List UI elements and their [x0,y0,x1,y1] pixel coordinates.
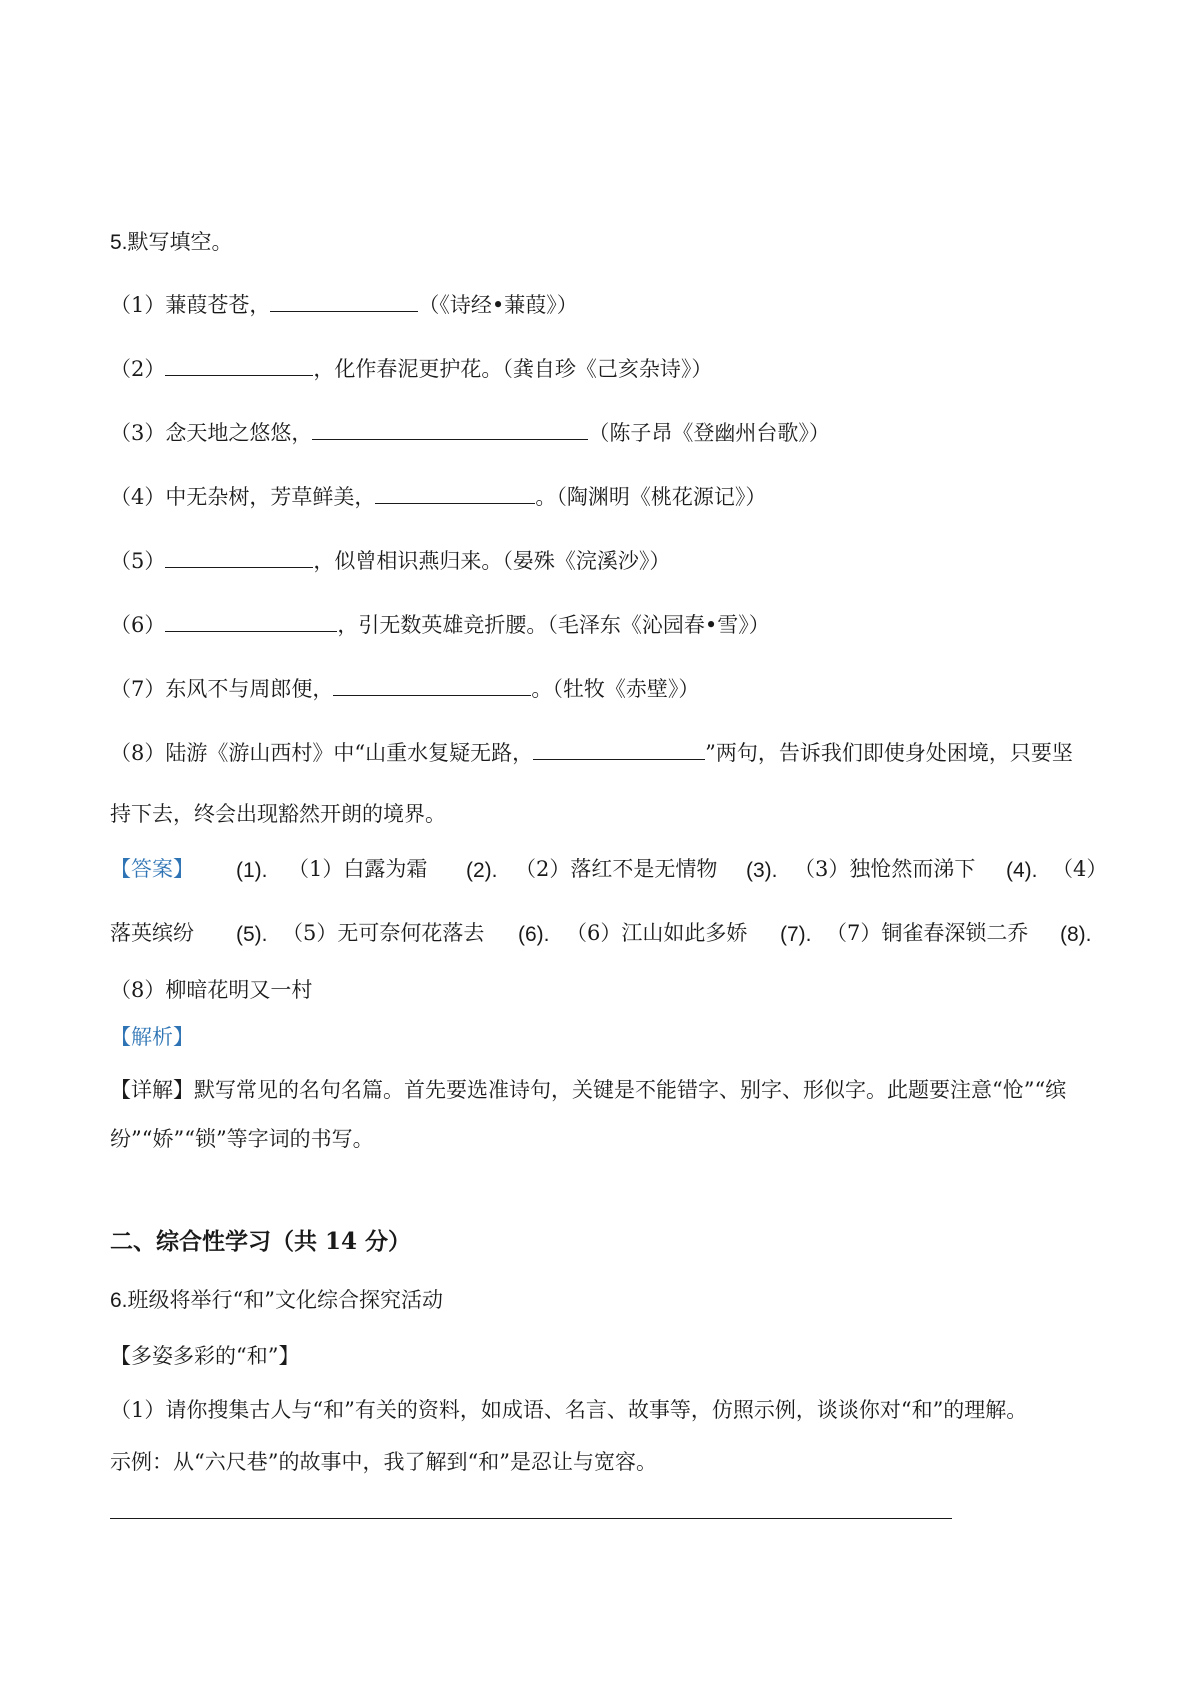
q6-item-1: （1）请你搜集古人与“和”有关的资料，如成语、名言、故事等，仿照示例，谈谈你对“和”的理解。 [110,1398,1028,1422]
q6-example: 示例：从“六尺巷”的故事中，我了解到“和”是忍让与宽容。 [110,1450,657,1474]
q5-item-8-continued: 持下去，终会出现豁然开朗的境界。 [110,802,446,826]
item-text: （3）念天地之悠悠， [110,421,313,445]
q6-title-text: 班级将举行“和”文化综合探究活动 [127,1288,443,1312]
q6-title [110,1286,443,1315]
q5-number: 5. [110,231,128,254]
detail-line-1: 【详解】默写常见的名句名篇。首先要选准诗句，关键是不能错字、别字、形似字。此题要注意“怆”“缤 [110,1078,1067,1102]
q6-number: 6. [110,1289,128,1312]
answer-number: (6). [518,923,550,946]
answer-text: （1）白露为霜 [288,857,428,881]
q5-item-2 [110,355,712,383]
q5-title [110,228,233,257]
heading-text: 二、综合性学习（共 [110,1228,326,1255]
q5-item-3 [110,419,830,447]
answer-number: (2). [466,859,498,882]
answer-blank[interactable] [333,675,531,696]
answer-number: (4). [1006,859,1038,882]
item-text: （6） [110,613,166,637]
q5-item-4 [110,483,766,511]
item-text: （7）东风不与周郎便， [110,677,334,701]
item-text: 。（陶渊明《桃花源记》） [535,485,767,509]
answer-number: (1). [236,859,268,882]
q5-item-6 [110,611,770,639]
item-text: （5） [110,549,166,573]
answer-number: (7). [780,923,812,946]
item-text: （1）蒹葭苍苍， [110,293,271,317]
item-text: ”两句，告诉我们即使身处困境，只要坚 [705,741,1073,765]
q5-item-8 [110,739,1073,767]
item-text: （陈子昂《登幽州台歌》） [588,421,830,445]
item-text: （2） [110,357,166,381]
answer-number: (5). [236,923,268,946]
answer-label: 【答案】 [110,857,194,881]
answer-blank[interactable] [165,611,337,632]
item-text: （8）陆游《游山西村》中“山重水复疑无路， [110,741,534,765]
item-text: ，化作春泥更护花。（龚自珍《己亥杂诗》） [313,357,713,381]
answer-blank[interactable] [375,483,535,504]
answer-blank[interactable] [533,739,705,760]
heading-number: 14 [325,1228,358,1255]
answer-blank[interactable] [165,355,313,376]
detail-line-2: 纷”“娇”“锁”等字词的书写。 [110,1127,374,1151]
q5-item-5 [110,547,670,575]
q6-sub-heading: 【多姿多彩的“和”】 [110,1344,300,1368]
item-text: （4）中无杂树，芳草鲜美， [110,485,376,509]
answer-text: （7）铜雀春深锁二乔 [826,921,1029,945]
answer-text: （6）江山如此多娇 [566,921,748,945]
item-text: （《诗经•蒹葭》） [418,293,578,317]
analysis-label: 【解析】 [110,1025,194,1049]
answer-text: 落英缤纷 [110,921,194,945]
answer-text: （4） [1052,857,1108,881]
answer-text: （5）无可奈何花落去 [282,921,485,945]
answer-text: （2）落红不是无情物 [515,857,718,881]
answer-blank[interactable] [270,291,418,312]
answer-number: (3). [746,859,778,882]
answer-number: (8). [1060,923,1092,946]
item-text: ，似曾相识燕归来。（晏殊《浣溪沙》） [313,549,671,573]
item-text: ，引无数英雄竞折腰。（毛泽东《沁园春•雪》） [337,613,770,637]
q5-item-7 [110,675,699,703]
answer-text: （3）独怆然而涕下 [794,857,976,881]
answer-line[interactable] [110,1518,952,1519]
section-2-heading [110,1228,411,1256]
heading-text: 分） [357,1228,412,1255]
item-text: 。（牡牧《赤壁》） [531,677,700,701]
answer-text: （8）柳暗花明又一村 [110,978,313,1002]
q5-title-text: 默写填空。 [127,230,233,254]
answer-blank[interactable] [165,547,313,568]
answer-blank[interactable] [312,419,588,440]
q5-item-1 [110,291,578,319]
